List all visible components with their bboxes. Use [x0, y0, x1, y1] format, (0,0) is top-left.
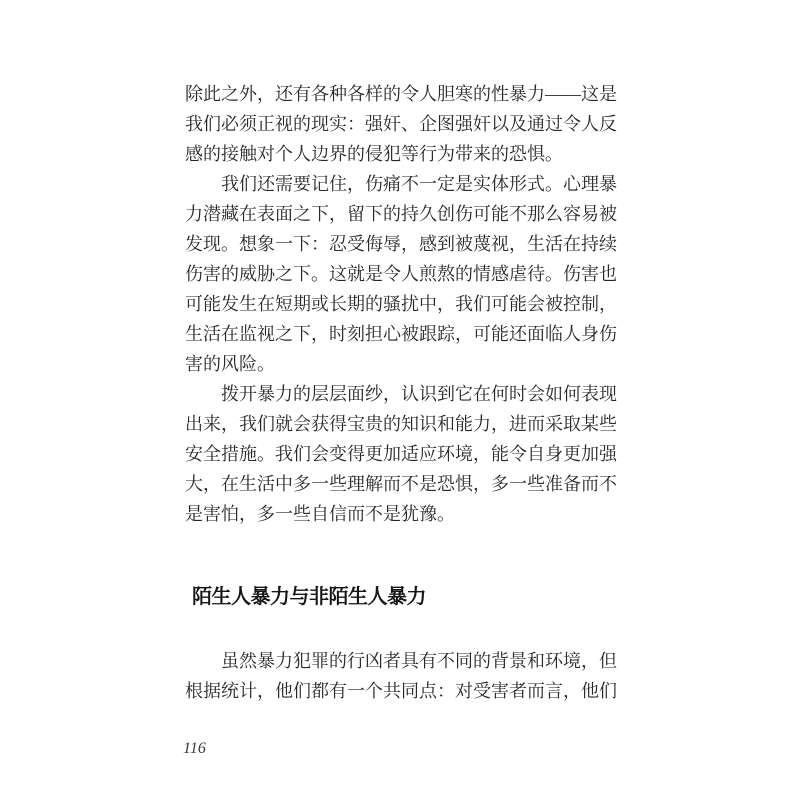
paragraph-perpetrators-common-point: 虽然暴力犯罪的行凶者具有不同的背景和环境，但根据统计，他们都有一个共同点：对受害者而言，他们	[185, 651, 617, 701]
section-heading: 陌生人暴力与非陌生人暴力	[192, 586, 426, 608]
page-number: 116	[183, 740, 206, 757]
paragraph-unveiling-violence: 拨开暴力的层层面纱，认识到它在何时会如何表现出来，我们就会获得宝贵的知识和能力，进而采取某些安全措施。我们会变得更加适应环境，能令自身更加强大，在生活中多一些理解而不是恐惧，多一些准备而不是害怕，多一些自信而不是犹豫。	[185, 384, 617, 524]
text-column	[185, 79, 617, 706]
paragraph-sexual-violence: 除此之外，还有各种各样的令人胆寒的性暴力——这是我们必须正视的现实：强奸、企图强奸以及通过令人反感的接触对个人边界的侵犯等行为带来的恐惧。	[185, 84, 617, 164]
paragraph-psychological-harm: 我们还需要记住，伤痛不一定是实体形式。心理暴力潜藏在表面之下，留下的持久创伤可能不那么容易被发现。想象一下：忍受侮辱，感到被蔑视，生活在持续伤害的威胁之下。这就是令人煎熬的情感虐待。伤害也可能发生在短期或长期的骚扰中，我们可能会被控制，生活在监视之下，时刻担心被跟踪，可能还面临人身伤害的风险。	[185, 174, 617, 374]
